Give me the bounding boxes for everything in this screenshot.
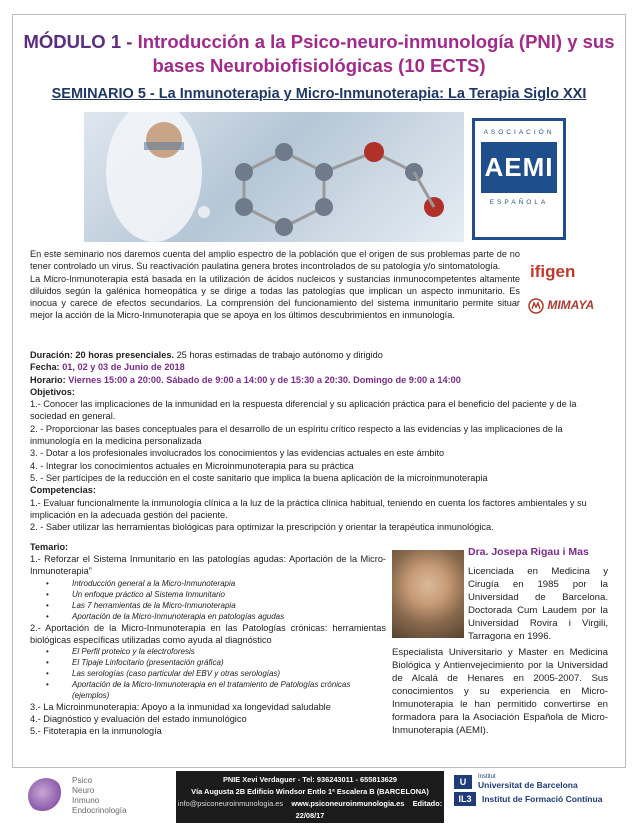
objective-2: 2. - Proporcionar las bases conceptuales para el desarrollo de un espíritu crítico respecto a las evidencias y las implicaciones de la inmunología en la medicina personalizada — [30, 423, 563, 447]
list-item: • Las serologías (caso particular del EBV y otras serologías) — [60, 668, 386, 679]
list-item: • Las 7 herramientas de la Micro-Inmunoterapia — [60, 600, 386, 611]
temario-topic-2-list — [60, 646, 386, 701]
footer-web-link[interactable]: www.psiconeuroinmunologia.es — [291, 799, 405, 808]
university-logos — [454, 774, 634, 808]
temario-topic-4: 4.- Diagnóstico y evaluación del estado inmunológico — [30, 714, 247, 725]
intro-paragraph-1: En este seminario nos daremos cuenta del amplio espectro de la población que el origen de sus problemas parte de no tener controlado un virus. Su reactivación paulatina genera brotes incontrolados de su patología y/o sintomatología. — [30, 249, 520, 272]
ub-shield-icon: U — [454, 775, 472, 789]
speaker-photo — [392, 550, 464, 638]
module-title — [18, 30, 620, 78]
seminar-title: SEMINARIO 5 - La Inmunoterapia y Micro-Inmunoterapia: La Terapia Siglo XXI — [51, 86, 587, 102]
il3-badge: IL3 — [454, 792, 476, 806]
module-prefix: MÓDULO 1 - — [23, 31, 133, 52]
schedule-label: Horario: — [30, 374, 66, 385]
pnie-logo — [22, 772, 172, 822]
il3-logo — [454, 792, 634, 806]
pnie-line-3: Inmuno — [72, 796, 100, 805]
aemi-logo-main: AEMI — [481, 142, 557, 193]
list-item: • Aportación de la Micro-Inmunoterapia en patologías agudas — [60, 611, 386, 622]
aemi-logo-bottom: ESPAÑOLA — [489, 199, 549, 206]
intro-section — [30, 248, 520, 322]
date-value: 01, 02 y 03 de Junio de 2018 — [62, 362, 185, 373]
competencies-heading: Competencias: — [30, 485, 96, 496]
date-label: Fecha: — [30, 362, 60, 373]
pnie-brain-icon — [28, 778, 64, 814]
objective-1: 1.- Conocer las implicaciones de la inmunidad en la respuesta diferencial y su aplicación práctica para el beneficio del paciente y de la sociedad en general. — [30, 399, 577, 422]
mimaya-logo-text: MIMAYA — [547, 298, 595, 313]
ifigen-logo — [530, 262, 575, 282]
pnie-logo-text — [72, 776, 127, 816]
competencies-label: Competencias — [30, 485, 93, 496]
ub-small-text: Institut — [478, 774, 496, 780]
temario-heading: Temario: — [30, 542, 69, 552]
footer-line-3 — [176, 798, 444, 822]
date-line — [30, 361, 608, 373]
temario-topic-1: 1.- Reforzar el Sistema Inmunitario en las patologías agudas: Aportación de la Micro-Inmunoterapia” — [30, 554, 386, 577]
speaker-long-bio: Especialista Universitario y Master en Medicina Biológica y Antienvejecimiento por la Universidad de Alcalá de Henares en 2005-2007. Sus conocimientos y su experiencia en Micro-Inmunoterapia le han permitido convertirse en formadora para la Asociación Española de Micro-Inmunoterapia (AEMI). — [392, 647, 608, 736]
list-item: • El Perfil proteico y la electroforesis — [60, 646, 386, 657]
list-item: • Introducción general a la Micro-Inmunoterapia — [60, 578, 386, 589]
duration-line — [30, 349, 608, 361]
aemi-logo-top: ASOCIACIÓN — [483, 129, 555, 136]
hero-image — [84, 112, 464, 242]
temario-topic-2: 2.- Aportación de la Micro-Inmunoterapia en las Patologías crónicas: herramientas biológicas específicas utilizadas como ayuda al diagnóstico — [30, 622, 386, 645]
footer-contact — [176, 771, 444, 823]
course-details — [30, 349, 608, 533]
duration-label: Duración: 20 horas presenciales. — [30, 350, 174, 360]
competency-2: 2. - Saber utilizar las herramientas biológicas para optimizar la prescripción y orientar la terapéutica inmunológica. — [30, 522, 494, 533]
temario-topic-5: 5.- Fitoterapia en la inmunología — [30, 726, 162, 737]
pnie-line-1: Psico — [72, 776, 93, 785]
intro-paragraph-2: La Micro-Inmunoterapia está basada en la utilización de ácidos nucleicos y sustancias inmunocompetentes altamente diluidos según la galénica homeopática y se dirige a todas las patologías que implican un aspecto inmunitario. Es inocua y carece de efectos secundarios. La comprensión del funcionamiento del sistema inmunitario permite situar mejor la acción de la Micro-Inmunoterapia que se apoya en los últimos descubrimientos en inmunología. — [30, 273, 520, 321]
mimaya-icon — [528, 298, 544, 314]
lab-scientist-image — [84, 112, 464, 242]
temario-topic-1-list — [60, 578, 386, 622]
speaker-short-bio: Licenciada en Medicina y Cirugía en 1985 por la Universidad de Barcelona. Doctorada Cum Laudem por la Universidad Rovira i Virgili, Tarragona en 1996. — [468, 566, 608, 642]
ub-logo — [454, 774, 634, 790]
competency-1: 1.- Evaluar funcionalmente la inmunología clínica a la luz de la práctica clínica habitual, teniendo en cuenta los factores ambientales y su implicación en la adecuada gestión del paciente. — [30, 497, 587, 520]
mimaya-logo — [528, 298, 594, 314]
list-item: • El Tipaje Linfocitario (presentación gráfica) — [60, 657, 386, 668]
list-item: • Un enfoque práctico al Sistema Inmunitario — [60, 589, 386, 600]
ub-name: Universitat de Barcelona — [478, 780, 578, 790]
pnie-line-2: Neuro — [72, 786, 95, 795]
list-item: • Aportación de la Micro-Inmunoterapia en el tratamiento de Patologías crónicas (ejemplos) — [60, 679, 386, 701]
module-name: Introducción a la Psico-neuro-inmunología (PNI) y sus bases Neurobiofisiológicas (10 ECTS) — [137, 31, 615, 76]
duration-rest: 25 horas estimadas de trabajo autónomo y dirigido — [176, 350, 383, 360]
footer-line-2: Vía Augusta 2B Edificio Windsor Entlo 1ª Escalera B (BARCELONA) — [191, 787, 429, 796]
footer-email-link[interactable]: info@psiconeuroinmunologia.es — [177, 799, 284, 808]
objectives-heading: Objetivos: — [30, 386, 75, 397]
temario-section — [30, 541, 386, 738]
objective-3: 3. - Dotar a los profesionales involucrados los conocimientos y las evidencias actuales en este ámbito — [30, 448, 445, 459]
temario-topic-3: 3.- La Microinmunoterapia: Apoyo a la inmunidad xa longevidad saludable — [30, 702, 331, 713]
objective-5: 5. - Ser partícipes de la reducción en el coste sanitario que implica la buena aplicación de la microinmunoterapia — [30, 472, 488, 483]
schedule-line — [30, 374, 608, 386]
schedule-value: Viernes 15:00 a 20:00. Sábado de 9:00 a 14:00 y de 15:30 a 20:30. Domingo de 9:00 a 14:00 — [68, 374, 461, 385]
speaker-name: Dra. Josepa Rigau i Mas — [468, 546, 589, 558]
pnie-line-4: Endocrinología — [72, 806, 127, 815]
objectives-label: Objetivos — [30, 386, 72, 397]
objective-4: 4. - Integrar los conocimientos actuales en Microinmunoterapia para su práctica — [30, 460, 354, 471]
ub-text — [478, 774, 578, 790]
aemi-logo — [472, 118, 566, 240]
ifigen-logo-text: ifigen — [530, 262, 576, 281]
il3-name: Institut de Formació Contínua — [482, 794, 603, 804]
footer-line-1: PNIE Xevi Verdaguer - Tel: 936243011 - 655813629 — [222, 775, 398, 784]
footer-edited: Editado: 22/08/17 — [295, 799, 443, 820]
